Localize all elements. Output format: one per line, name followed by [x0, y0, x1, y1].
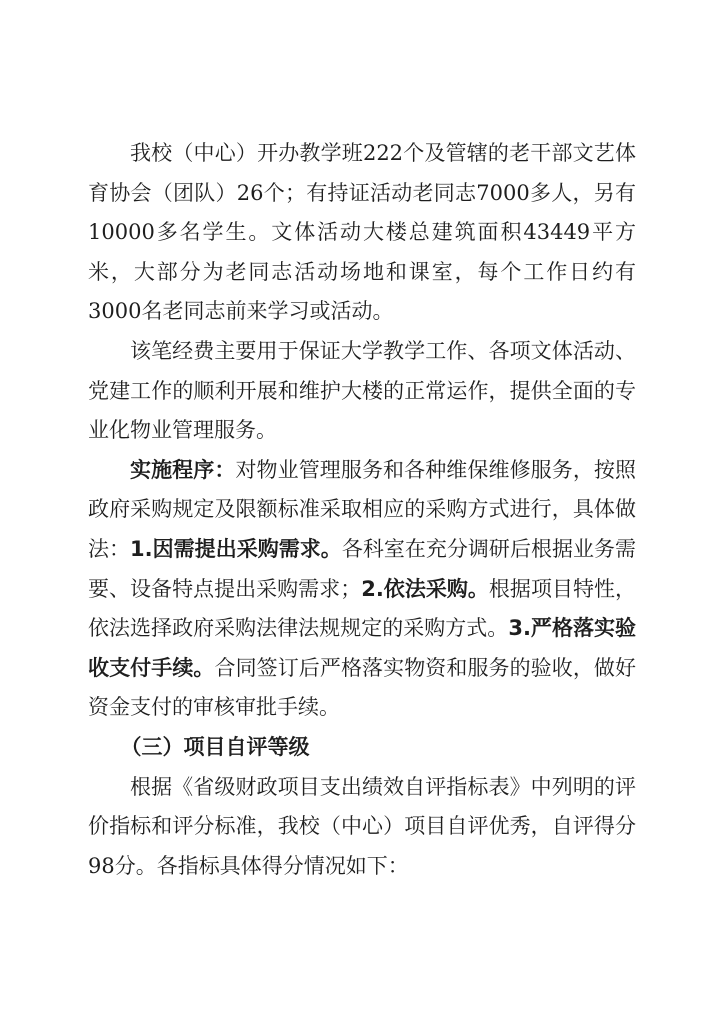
step-2-label: 2.依法采购。 [361, 576, 489, 601]
paragraph-overview: 我校（中心）开办教学班222个及管辖的老干部文艺体育协会（团队）26个；有持证活动老同志7000多人，另有10000多名学生。文体活动大楼总建筑面积43449平方米，大部分为老同志活动场地和课室，每个工作日约有3000名老同志前来学习或活动。 [88, 141, 636, 324]
document-body [88, 134, 636, 886]
implementation-label: 实施程序： [130, 457, 236, 482]
implementation-intro: 对物业管理服务和各种维保维修服务，按照政府采购规定及限额标准采取相应的采购方式进行，具体做法： [88, 457, 637, 561]
step-3-text: 合同签订后严格落实物资和服务的验收，做好资金支付的审核审批手续。 [88, 655, 637, 720]
paragraph-implementation [88, 451, 636, 728]
step-1-label: 1.因需提出采购需求。 [130, 536, 342, 561]
paragraph-self-evaluation: 根据《省级财政项目支出绩效自评指标表》中列明的评价指标和评分标准，我校（中心）项目自评优秀，自评得分98分。各指标具体得分情况如下： [88, 774, 636, 878]
step-1-text: 各科室在充分调研后根据业务需要、设备特点提出采购需求； [88, 536, 637, 601]
section-heading-self-evaluation: （三）项目自评等级 [120, 734, 310, 759]
paragraph-funding-purpose: 该笔经费主要用于保证大学教学工作、各项文体活动、党建工作的顺利开展和维护大楼的正常运作，提供全面的专业化物业管理服务。 [88, 338, 636, 443]
step-3-label: 3.严格落实验收支付手续。 [88, 616, 636, 680]
step-2-text: 根据项目特性，依法选择政府采购法律法规规定的采购方式。 [88, 576, 637, 641]
